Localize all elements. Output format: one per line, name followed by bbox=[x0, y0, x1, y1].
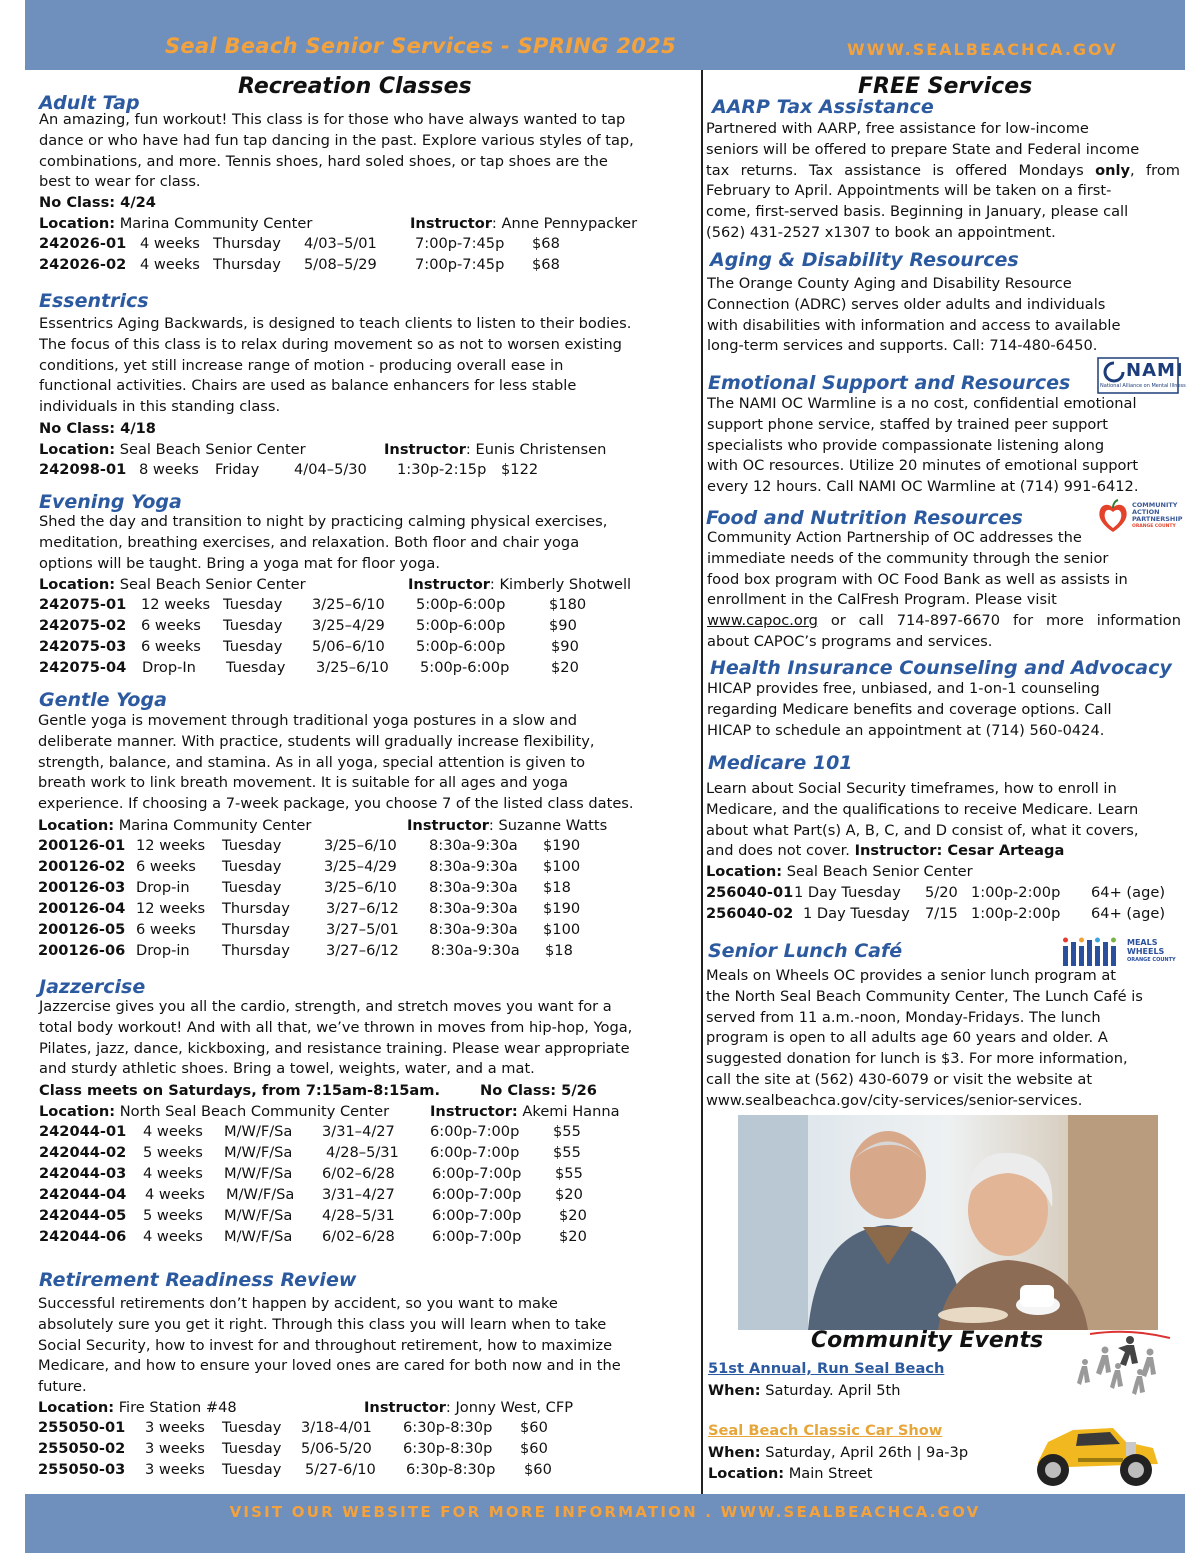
essentrics-description: Essentrics Aging Backwards, is designed to teach clients to listen to their bodies. The focus of this class is to relax during movement so as not to worsen existing conditions, yet still increase range of motion - producing overall ease in functional activities. Chairs are used as balance enhancers for less stable individuals in this standing class. bbox=[39, 315, 632, 416]
gentle-yoga-location: Location: Marina Community Center bbox=[38, 817, 312, 834]
run-seal-beach-link[interactable]: 51st Annual, Run Seal Beach bbox=[708, 1360, 945, 1377]
nami-logo: NAMI National Alliance on Mental Illness bbox=[1098, 358, 1178, 393]
meals-on-wheels-logo: MEALS WHEELS ORANGE COUNTY bbox=[1061, 934, 1181, 968]
recreation-classes-heading: Recreation Classes bbox=[238, 74, 472, 99]
footer-text[interactable]: VISIT OUR WEBSITE FOR MORE INFORMATION . WWW.SEALBEACHCA.GOV bbox=[229, 1503, 981, 1521]
classic-car-icon bbox=[1018, 1412, 1168, 1490]
essentrics-location: Location: Seal Beach Senior Center bbox=[39, 441, 306, 458]
capoc-link[interactable]: www.capoc.org bbox=[707, 612, 818, 630]
car-show-location: Location: Main Street bbox=[708, 1465, 873, 1482]
column-divider bbox=[701, 70, 703, 1494]
adult-tap-description: An amazing, fun workout! This class is for those who have always wanted to tap dance or who have had fun tap dancing in the past. Explore various styles of tap, combinations, and more. Tennis shoes, hard soled shoes, or tap shoes are the best to wear for class. bbox=[39, 111, 634, 191]
adult-tap-location: Location: Marina Community Center bbox=[39, 215, 313, 232]
seniors-photo bbox=[738, 1115, 1158, 1330]
hicap-description: HICAP provides free, unbiased, and 1-on-1 counseling regarding Medicare benefits and coverage options. Call HICAP to schedule an appointment at (714) 560-0424. bbox=[707, 680, 1112, 739]
emotional-support-description: The NAMI OC Warmline is a no cost, confidential emotional support phone service, staffed by trained peer support specialists who provide compassionate listening along with OC resources. Utilize 20 minutes of emotional support every 12 hours. Call NAMI OC Warmline at (714) 991-6412. bbox=[707, 395, 1139, 496]
emotional-support-heading: Emotional Support and Resources bbox=[708, 372, 1071, 394]
retirement-instructor: Instructor: Jonny West, CFP bbox=[364, 1399, 574, 1416]
medicare-location: Location: Seal Beach Senior Center bbox=[706, 863, 973, 880]
runners-icon bbox=[1050, 1328, 1180, 1404]
retirement-heading: Retirement Readiness Review bbox=[39, 1269, 357, 1291]
meals-on-wheels-icon bbox=[1061, 934, 1125, 968]
lunch-cafe-description: Meals on Wheels OC provides a senior lunch program at the North Seal Beach Community Center, The Lunch Café is served from 11 a.m.-noon, Monday-Fridays. The lunch program is open to all adults age 60 years and older. A suggested donation for lunch is $3. For more information, call the site at (562) 430-6079 or visit the website at www.sealbeachca.gov/city-services/senior-services. bbox=[706, 967, 1143, 1109]
aarp-heading: AARP Tax Assistance bbox=[712, 96, 934, 118]
community-events-heading: Community Events bbox=[811, 1328, 1044, 1353]
food-nutrition-heading: Food and Nutrition Resources bbox=[706, 507, 1023, 529]
essentrics-heading: Essentrics bbox=[39, 290, 149, 312]
capoc-logo: COMMUNITY ACTION PARTNERSHIP ORANGE COUNTY bbox=[1096, 497, 1182, 537]
adrc-heading: Aging & Disability Resources bbox=[710, 249, 1019, 271]
classic-car-graphic bbox=[1018, 1412, 1168, 1490]
retirement-description: Successful retirements don’t happen by accident, so you want to make absolutely sure you get it right. Through this class you will learn when to take Social Security, how to invest for and throughout retirement, how to maximize Medicare, and how to ensure your loved ones are cared for both now and in the future. bbox=[38, 1295, 621, 1396]
header-website-link[interactable]: WWW.SEALBEACHCA.GOV bbox=[847, 40, 1118, 59]
gentle-yoga-instructor: Instructor: Suzanne Watts bbox=[407, 817, 608, 834]
essentrics-instructor: Instructor: Eunis Christensen bbox=[384, 441, 607, 458]
header-bar bbox=[25, 0, 1185, 70]
aarp-description: Partnered with AARP, free assistance for low-income seniors will be offered to prepare State and Federal income tax returns. Tax assistance is offered Mondays only, from February to April. Appointments will be taken on a first- come, first-served basis. Beginning in January, please call (562) 431-2527 x1307 to book an appointment. bbox=[706, 120, 1180, 241]
gentle-yoga-description: Gentle yoga is movement through traditional yoga postures in a slow and deliberate manner. With practice, students will gradually increase flexibility, strength, balance, and stamina. As in all yoga, special attention is given to breath work to link breath movement. It is suitable for all ages and yoga experience. If choosing a 7-week package, you choose 7 of the listed class dates. bbox=[38, 712, 634, 813]
medicare-heading: Medicare 101 bbox=[708, 752, 853, 774]
adult-tap-no-class: No Class: 4/24 bbox=[39, 194, 156, 211]
car-show-when: When: Saturday, April 26th | 9a-3p bbox=[708, 1444, 969, 1461]
car-show-link[interactable]: Seal Beach Classic Car Show bbox=[708, 1422, 943, 1439]
jazzercise-schedule: Class meets on Saturdays, from 7:15am-8:15am. bbox=[39, 1082, 441, 1099]
adrc-description: The Orange County Aging and Disability Resource Connection (ADRC) serves older adults and individuals with disabilities with information and access to available long-term services and supports. Call: 714-480-6450. bbox=[707, 275, 1121, 355]
jazzercise-location: Location: North Seal Beach Community Center bbox=[39, 1103, 390, 1120]
jazzercise-heading: Jazzercise bbox=[39, 976, 146, 998]
footer-bar bbox=[25, 1494, 1185, 1553]
hicap-heading: Health Insurance Counseling and Advocacy bbox=[710, 657, 1172, 679]
adult-tap-heading: Adult Tap bbox=[39, 92, 140, 114]
runners-graphic bbox=[1050, 1328, 1180, 1404]
jazzercise-no-class: No Class: 5/26 bbox=[480, 1082, 597, 1099]
page-title: Seal Beach Senior Services - SPRING 2025 bbox=[165, 34, 676, 58]
evening-yoga-instructor: Instructor: Kimberly Shotwell bbox=[408, 576, 632, 593]
lunch-cafe-heading: Senior Lunch Café bbox=[708, 940, 903, 962]
evening-yoga-heading: Evening Yoga bbox=[39, 491, 182, 513]
run-seal-beach-when: When: Saturday. April 5th bbox=[708, 1382, 901, 1399]
evening-yoga-description: Shed the day and transition to night by practicing calming physical exercises, meditation, breathing exercises, and relaxation. Both floor and chair yoga options will be taught. Bring a yoga mat for floor yoga. bbox=[39, 513, 608, 572]
adult-tap-instructor: Instructor: Anne Pennypacker bbox=[410, 215, 638, 232]
food-nutrition-description: Community Action Partnership of OC addresses the immediate needs of the community through the senior food box program with OC Food Bank as well as assists in enrollment in the CalFresh Program. Please visit www.capoc.org or call 714-897-6670 for more information about CAPOC’s programs and services. bbox=[707, 529, 1181, 650]
essentrics-no-class: No Class: 4/18 bbox=[39, 420, 156, 437]
retirement-location: Location: Fire Station #48 bbox=[38, 1399, 237, 1416]
jazzercise-instructor: Instructor: Akemi Hanna bbox=[430, 1103, 620, 1120]
gentle-yoga-heading: Gentle Yoga bbox=[39, 689, 167, 711]
free-services-heading: FREE Services bbox=[858, 74, 1033, 99]
seniors-photo-image bbox=[738, 1115, 1158, 1330]
medicare-description: Learn about Social Security timeframes, how to enroll in Medicare, and the qualifications to receive Medicare. Learn about what Part(s) A, B, C, and D consist of, what it covers, and does not cover. Instructor: Cesar Arteaga bbox=[706, 780, 1139, 860]
evening-yoga-location: Location: Seal Beach Senior Center bbox=[39, 576, 306, 593]
jazzercise-description: Jazzercise gives you all the cardio, strength, and stretch moves you want for a total body workout! And with all that, we’ve thrown in moves from hip-hop, Yoga, Pilates, jazz, dance, kickboxing, and resistance training. Please wear appropriate and sturdy athletic shoes. Bring a towel, weights, water, and a mat. bbox=[39, 998, 633, 1078]
